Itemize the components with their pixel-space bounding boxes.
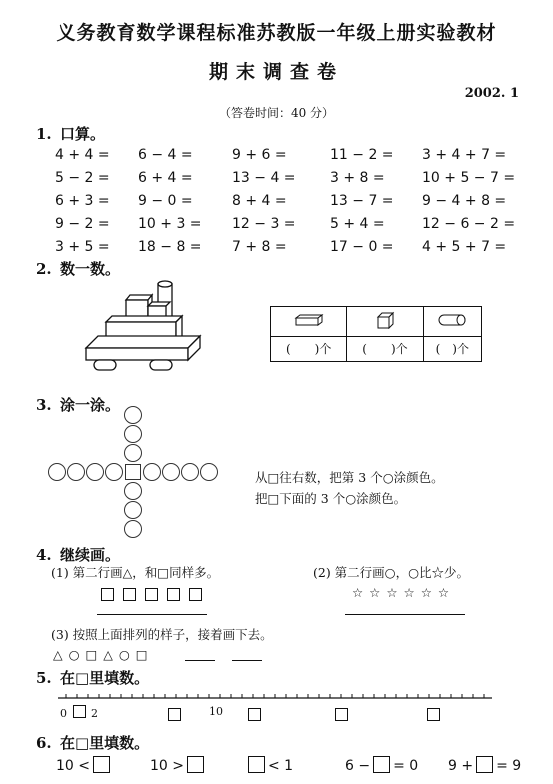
section-6-heading — [36, 732, 149, 753]
center-square[interactable] — [125, 464, 141, 480]
circle-shape[interactable] — [162, 463, 180, 481]
document-title: 义务教育数学课程标准苏教版一年级上册实验教材 — [56, 22, 497, 44]
arithmetic-item: 3 + 8 = — [330, 170, 385, 186]
square-shape — [189, 588, 202, 601]
cube-count-cell[interactable]: ( )个 — [347, 336, 423, 361]
label-zero: 0 — [60, 707, 67, 720]
circle-shape[interactable] — [124, 520, 142, 538]
section-6-number: 6. — [36, 734, 52, 752]
section-2-number: 2. — [36, 260, 52, 278]
fill-in-suffix: < 1 — [268, 758, 294, 774]
circle-shape[interactable] — [48, 463, 66, 481]
number-line-box[interactable] — [73, 705, 86, 718]
arithmetic-item: 4 + 4 = — [55, 147, 110, 163]
arithmetic-item: 11 − 2 = — [330, 147, 394, 163]
star-row: ☆ ☆ ☆ ☆ ☆ ☆ — [352, 585, 451, 600]
section-4-number: 4. — [36, 546, 52, 564]
arithmetic-item: 6 + 4 = — [138, 170, 193, 186]
fill-in-item — [150, 756, 207, 774]
arithmetic-item: 6 + 3 = — [55, 193, 110, 209]
section-1-heading — [36, 123, 105, 144]
cube-icon — [347, 307, 423, 337]
square-shape — [167, 588, 180, 601]
cuboid-top — [106, 316, 182, 322]
arithmetic-item: 17 − 0 = — [330, 239, 394, 255]
cylinder-top — [158, 281, 172, 287]
cylinder-icon — [423, 307, 481, 337]
arithmetic-item: 12 − 3 = — [232, 216, 296, 232]
number-line-box[interactable] — [427, 705, 440, 724]
arithmetic-item: 10 + 3 = — [138, 216, 202, 232]
exam-title: 期末调查卷 — [208, 61, 344, 83]
number-line-labels — [60, 705, 98, 720]
answer-box[interactable] — [187, 756, 204, 773]
fill-in-prefix: 9 + — [448, 758, 474, 774]
section-5-heading — [36, 667, 149, 688]
section-3-heading — [36, 394, 120, 415]
fill-in-prefix: 10 > — [150, 758, 184, 774]
block-cart-picture — [78, 278, 203, 376]
section-1-title: 口算。 — [60, 125, 106, 143]
arithmetic-item: 9 − 4 + 8 = — [422, 193, 507, 209]
circle-shape[interactable] — [86, 463, 104, 481]
arithmetic-item: 12 − 6 − 2 = — [422, 216, 516, 232]
square-shape — [123, 588, 136, 601]
arithmetic-item: 9 + 6 = — [232, 147, 287, 163]
shape-count-table — [270, 306, 482, 362]
exam-date: 2002. 1 — [464, 86, 519, 101]
arithmetic-item: 13 − 7 = — [330, 193, 394, 209]
fill-in-prefix: 6 − — [345, 758, 371, 774]
arithmetic-item: 9 − 2 = — [55, 216, 110, 232]
circle-shape[interactable] — [67, 463, 85, 481]
circle-shape[interactable] — [143, 463, 161, 481]
circle-shape[interactable] — [124, 501, 142, 519]
shape-pattern-row: △ ○ □ △ ○ □ — [53, 647, 149, 662]
pattern-blank-2[interactable] — [232, 660, 262, 661]
circle-shape[interactable] — [105, 463, 123, 481]
section-3-number: 3. — [36, 396, 52, 414]
section-3-instruction-1: 从□往右数，把第 3 个○涂颜色。 — [255, 470, 444, 485]
question-4-2: (2) 第二行画○，○比☆少。 — [313, 565, 469, 580]
label-ten: 10 — [209, 705, 223, 718]
number-line-box[interactable] — [168, 705, 181, 724]
arithmetic-item: 4 + 5 + 7 = — [422, 239, 507, 255]
section-3-title: 涂一涂。 — [60, 396, 121, 414]
fill-in-prefix: 10 < — [56, 758, 90, 774]
label-two: 2 — [91, 707, 98, 720]
answer-box[interactable] — [476, 756, 493, 773]
answer-box[interactable] — [93, 756, 110, 773]
arithmetic-item: 8 + 4 = — [232, 193, 287, 209]
arithmetic-item: 6 − 4 = — [138, 147, 193, 163]
wheel-left — [94, 360, 116, 370]
fill-in-item — [245, 756, 293, 774]
section-4-heading — [36, 544, 120, 565]
arithmetic-item: 7 + 8 = — [232, 239, 287, 255]
circle-shape[interactable] — [124, 482, 142, 500]
cuboid-count-cell[interactable]: ( )个 — [271, 336, 347, 361]
answer-box[interactable] — [248, 756, 265, 773]
arithmetic-item: 3 + 4 + 7 = — [422, 147, 507, 163]
section-6-title: 在□里填数。 — [60, 734, 150, 752]
cuboid-icon — [271, 307, 347, 337]
number-line — [56, 690, 496, 706]
arithmetic-item: 3 + 5 = — [55, 239, 110, 255]
cylinder-count-cell[interactable]: ( )个 — [423, 336, 481, 361]
question-4-1: (1) 第二行画△，和□同样多。 — [51, 565, 220, 580]
answer-line-4-2[interactable] — [345, 614, 465, 615]
section-4-title: 继续画。 — [60, 546, 121, 564]
square-shape — [145, 588, 158, 601]
fill-in-suffix: = 9 — [496, 758, 522, 774]
circle-shape[interactable] — [124, 444, 142, 462]
section-5-number: 5. — [36, 669, 52, 687]
circle-shape[interactable] — [124, 425, 142, 443]
square-shape — [101, 588, 114, 601]
number-line-box[interactable] — [335, 705, 348, 724]
section-1-number: 1. — [36, 125, 52, 143]
cart-platform-top — [86, 336, 200, 348]
exam-duration: （答卷时间：40 分） — [218, 106, 335, 120]
arithmetic-item: 5 + 4 = — [330, 216, 385, 232]
answer-box[interactable] — [373, 756, 390, 773]
fill-in-suffix: = 0 — [393, 758, 419, 774]
section-3-instruction-2: 把□下面的 3 个○涂颜色。 — [255, 491, 407, 506]
question-4-3: (3) 按照上面排列的样子，接着画下去。 — [51, 627, 273, 642]
square-row — [101, 585, 202, 604]
pattern-blank-1[interactable] — [185, 660, 215, 661]
section-5-title: 在□里填数。 — [60, 669, 150, 687]
section-2-title: 数一数。 — [60, 260, 121, 278]
wheel-right — [150, 360, 172, 370]
circle-shape[interactable] — [124, 406, 142, 424]
number-line-box[interactable] — [248, 705, 261, 724]
arithmetic-item: 5 − 2 = — [55, 170, 110, 186]
fill-in-item — [56, 756, 113, 774]
arithmetic-item: 10 + 5 − 7 = — [422, 170, 516, 186]
fill-in-item — [345, 756, 418, 774]
fill-in-item — [448, 756, 521, 774]
cart-platform-front — [86, 348, 188, 360]
section-2-heading — [36, 258, 120, 279]
arithmetic-item: 18 − 8 = — [138, 239, 202, 255]
circle-shape[interactable] — [181, 463, 199, 481]
arithmetic-item: 9 − 0 = — [138, 193, 193, 209]
circle-shape[interactable] — [200, 463, 218, 481]
arithmetic-item: 13 − 4 = — [232, 170, 296, 186]
answer-line-4-1[interactable] — [97, 614, 207, 615]
